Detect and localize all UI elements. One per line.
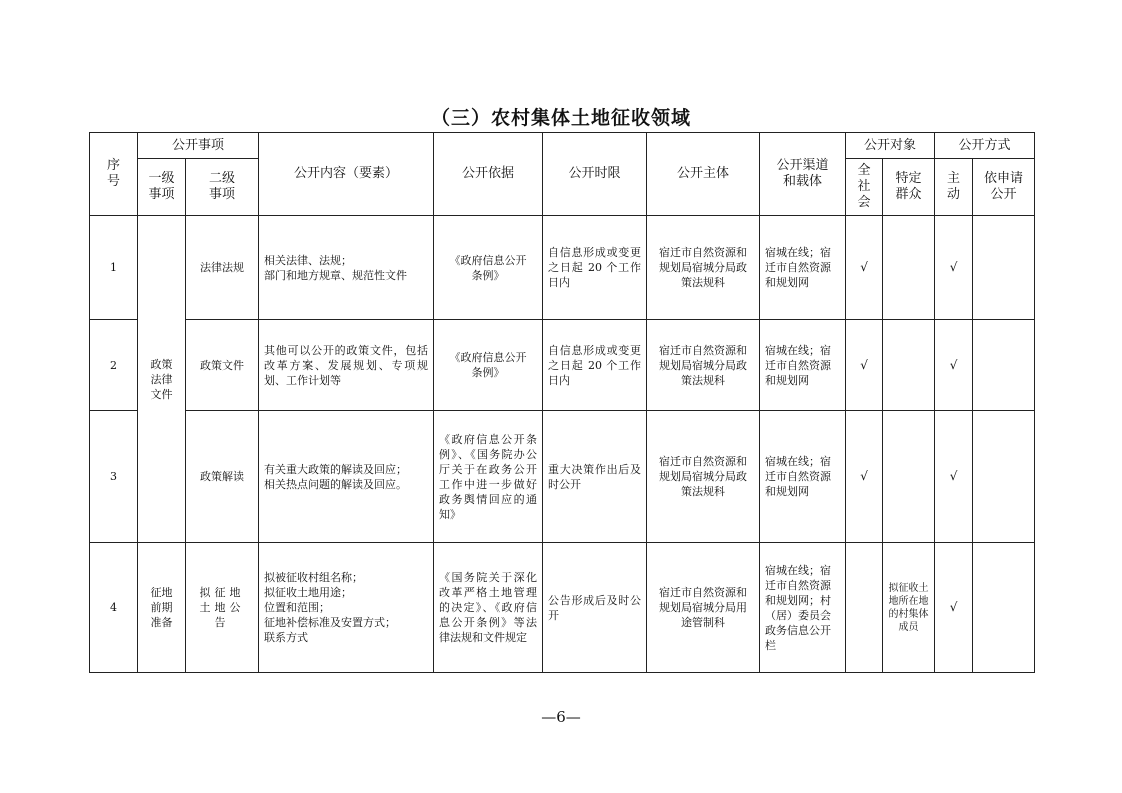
row-subject: 宿迁市自然资源和规划局宿城分局政策法规科 (647, 320, 760, 411)
header-target: 公开对象 (846, 133, 935, 159)
header-target-specific: 特定群众 (883, 159, 935, 216)
row-target-specific (883, 320, 935, 411)
table-row (90, 320, 1035, 411)
header-method-request: 依申请公开 (973, 159, 1035, 216)
row-seq: 2 (90, 320, 138, 411)
table-row (90, 543, 1035, 673)
row-target-specific (883, 216, 935, 320)
header-level1: 一级事项 (138, 159, 186, 216)
row-seq: 4 (90, 543, 138, 673)
header-method: 公开方式 (935, 133, 1035, 159)
table-row (90, 411, 1035, 543)
row-content: 有关重大政策的解读及回应； 相关热点问题的解读及回应。 (259, 411, 434, 543)
row-channel: 宿城在线；宿迁市自然资源和规划网 (760, 320, 846, 411)
row-time-limit: 自信息形成或变更之日起 20 个工作日内 (543, 216, 647, 320)
header-content: 公开内容（要素） (259, 133, 434, 216)
header-basis: 公开依据 (434, 133, 543, 216)
group-policy-documents: 政策法律文件 (138, 216, 186, 543)
row-time-limit: 公告形成后及时公开 (543, 543, 647, 673)
row-method-request (973, 320, 1035, 411)
row-method-request (973, 411, 1035, 543)
row-target-all (846, 543, 883, 673)
row-channel: 宿城在线；宿迁市自然资源和规划网 (760, 411, 846, 543)
row-method-active: √ (935, 543, 973, 673)
row-target-specific: 拟征收土地所在地的村集体成员 (883, 543, 935, 673)
page-number: —6— (541, 708, 581, 726)
row-target-specific (883, 411, 935, 543)
header-target-all: 全社会 (846, 159, 883, 216)
header-channel: 公开渠道和载体 (760, 133, 846, 216)
row-target-all: √ (846, 216, 883, 320)
row-method-active: √ (935, 411, 973, 543)
row-method-active: √ (935, 320, 973, 411)
document-title: （三）农村集体土地征收领域 (430, 107, 691, 129)
header-subject: 公开主体 (647, 133, 760, 216)
row-method-request (973, 216, 1035, 320)
row-basis: 《政府信息公开条例》 (434, 216, 543, 320)
row-level2: 政策文件 (186, 320, 259, 411)
row-content: 其他可以公开的政策文件，包括改革方案、发展规划、专项规划、工作计划等 (259, 320, 434, 411)
row-target-all: √ (846, 411, 883, 543)
row-target-all: √ (846, 320, 883, 411)
row-method-active: √ (935, 216, 973, 320)
disclosure-table (89, 132, 1035, 673)
row-channel: 宿城在线；宿迁市自然资源和规划网 (760, 216, 846, 320)
row-content: 相关法律、法规； 部门和地方规章、规范性文件 (259, 216, 434, 320)
row-basis: 《政府信息公开条例》 (434, 320, 543, 411)
row-method-request (973, 543, 1035, 673)
header-level2: 二级事项 (186, 159, 259, 216)
table-row (90, 216, 1035, 320)
row-level2: 政策解读 (186, 411, 259, 543)
row-level2: 法律法规 (186, 216, 259, 320)
row-channel: 宿城在线；宿迁市自然资源和规划网；村（居）委员会政务信息公开栏 (760, 543, 846, 673)
row-content: 拟被征收村组名称； 拟征收土地用途； 位置和范围； 征地补偿标准及安置方式； 联系方式 (259, 543, 434, 673)
header-time-limit: 公开时限 (543, 133, 647, 216)
row-seq: 3 (90, 411, 138, 543)
row-basis: 《政府信息公开条例》、《国务院办公厅关于在政务公开工作中进一步做好政务舆情回应的通知》 (434, 411, 543, 543)
row-seq: 1 (90, 216, 138, 320)
header-method-active: 主动 (935, 159, 973, 216)
row-basis: 《国务院关于深化改革严格土地管理的决定》、《政府信息公开条例》等法律法规和文件规定 (434, 543, 543, 673)
row-subject: 宿迁市自然资源和规划局宿城分局政策法规科 (647, 216, 760, 320)
row-time-limit: 自信息形成或变更之日起 20 个工作日内 (543, 320, 647, 411)
row-subject: 宿迁市自然资源和规划局宿城分局政策法规科 (647, 411, 760, 543)
header-public-item: 公开事项 (138, 133, 259, 159)
row-time-limit: 重大决策作出后及时公开 (543, 411, 647, 543)
header-seq: 序号 (90, 133, 138, 216)
group-land-prep: 征地前期准备 (138, 543, 186, 673)
row-level2: 拟征地土地公告 (186, 543, 259, 673)
row-subject: 宿迁市自然资源和规划局宿城分局用途管制科 (647, 543, 760, 673)
